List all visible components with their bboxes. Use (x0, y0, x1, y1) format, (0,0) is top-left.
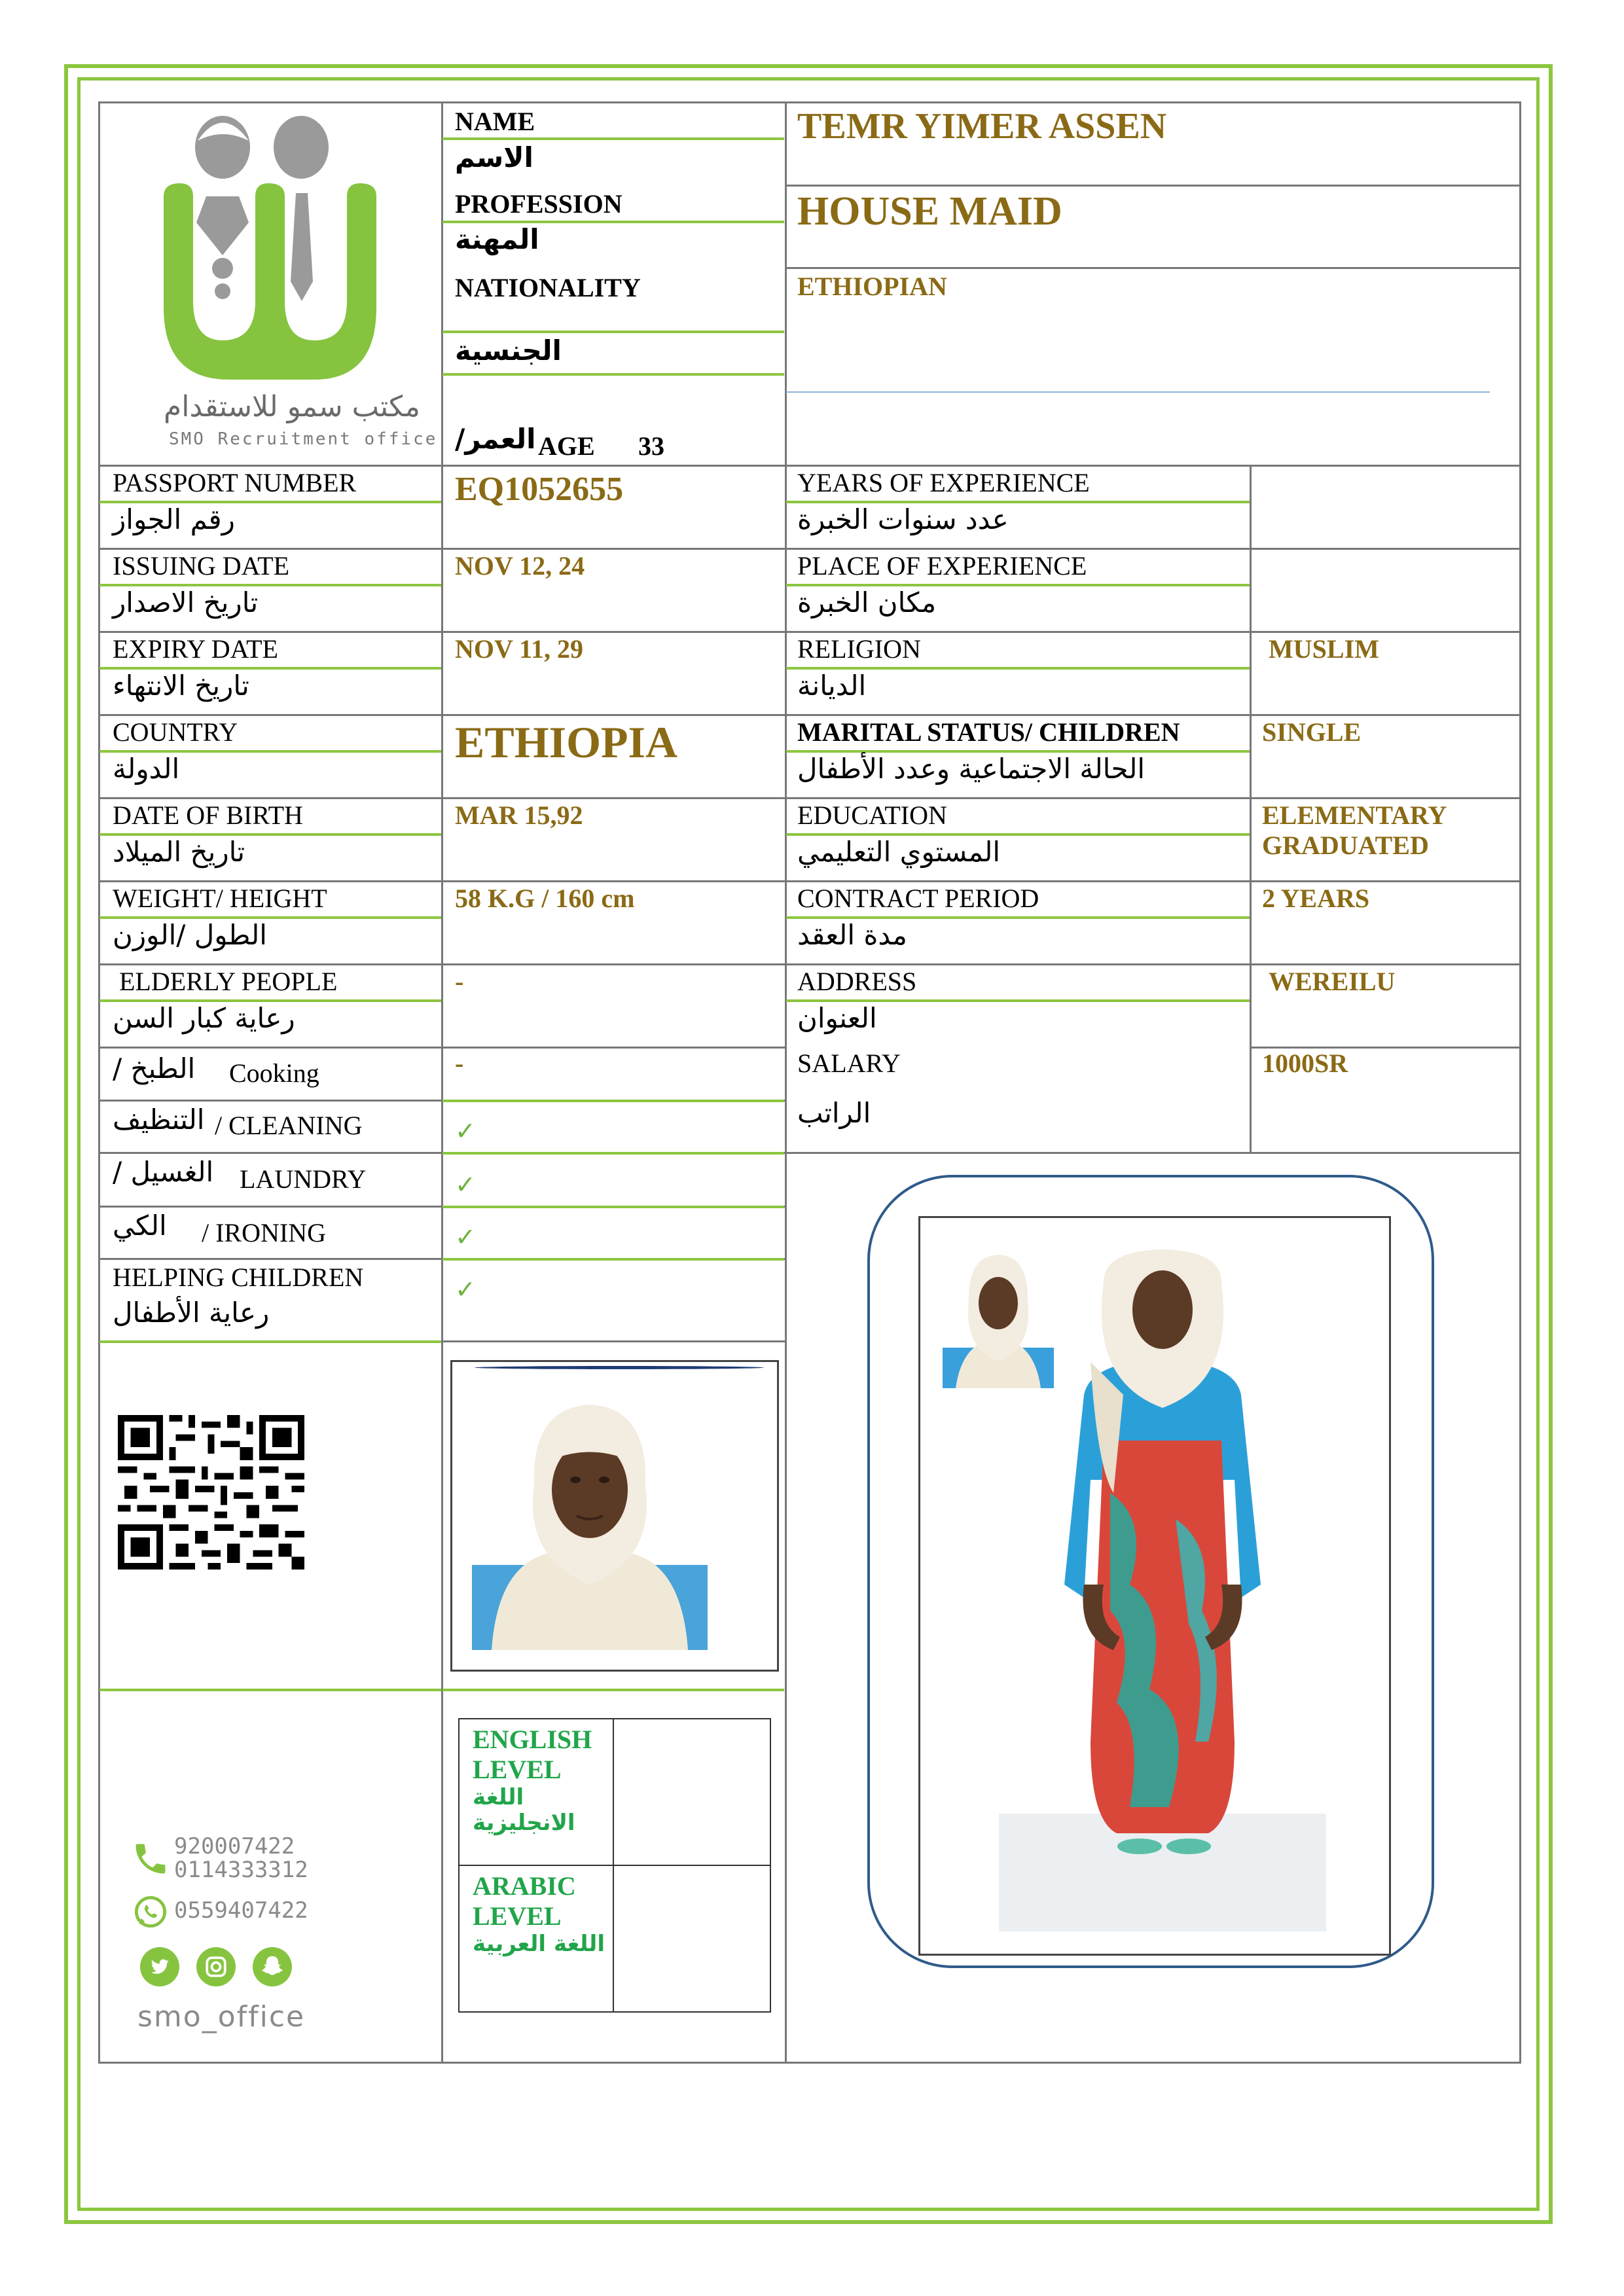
twitter-icon[interactable] (140, 1947, 179, 1986)
grid-row (98, 797, 1521, 799)
cooking-label: Cooking (229, 1058, 319, 1088)
grid-row (98, 1152, 1521, 1154)
issuing-label: ISSUING DATE (113, 551, 289, 581)
grid-col-2 (785, 101, 787, 2064)
issuing-label-ar: تاريخ الاصدار (113, 586, 259, 619)
name-value: TEMR YIMER ASSEN (797, 106, 1167, 147)
photo-edge (475, 1366, 764, 1369)
country-label-ar: الدولة (113, 753, 180, 785)
address-label: ADDRESS (797, 967, 917, 996)
logo-arabic-text: مكتب سمو للاستقدام (164, 390, 420, 423)
education-value-line-1: ELEMENTARY (1262, 800, 1447, 830)
instagram-icon[interactable] (196, 1947, 236, 1986)
green-rule (442, 1258, 784, 1261)
language-divider (460, 1865, 770, 1866)
english-level-line: ENGLISH (473, 1725, 592, 1754)
person-portrait-icon (472, 1388, 708, 1650)
children-check-icon: ✓ (455, 1276, 476, 1304)
arabic-level-line: اللغة العربية (473, 1931, 605, 1957)
profession-label: PROFESSION (455, 189, 623, 219)
nationality-value: ETHIOPIAN (797, 272, 947, 301)
education-value-line-2: GRADUATED (1262, 831, 1429, 860)
grid-col-1 (441, 101, 443, 2064)
green-rule (99, 1689, 441, 1691)
passport-label: PASSPORT NUMBER (113, 468, 357, 497)
age-label-ar: العمر/ (455, 423, 536, 455)
cooking-label-ar: الطبخ / (113, 1052, 196, 1085)
grid-row (98, 548, 1521, 550)
phone-icon (131, 1839, 170, 1878)
dob-label-ar: تاريخ الميلاد (113, 836, 245, 868)
grid-row (98, 880, 1521, 882)
logo-english-text: SMO Recruitment office (169, 429, 438, 449)
social-handle[interactable]: smo_office (137, 2000, 306, 2034)
grid-row (785, 267, 1521, 269)
phone-number-1[interactable]: 920007422 (174, 1833, 295, 1859)
expiry-label: EXPIRY DATE (113, 634, 278, 664)
whatsapp-icon (134, 1895, 168, 1929)
company-logo (151, 105, 438, 449)
marital-label: MARITAL STATUS/ CHILDREN (797, 717, 1180, 747)
grid-row (98, 631, 1521, 633)
address-label-ar: العنوان (797, 1002, 877, 1034)
green-rule (442, 331, 784, 333)
elderly-label: ELDERLY PEOPLE (119, 967, 338, 996)
marital-label-ar: الحالة الاجتماعية وعدد الأطفال (797, 753, 1146, 785)
ironing-label: / IRONING (202, 1218, 326, 1247)
english-level-line: اللغة (473, 1784, 524, 1810)
green-rule (442, 1152, 784, 1155)
contract-value: 2 YEARS (1262, 884, 1370, 913)
green-rule (442, 373, 784, 376)
religion-label-ar: الديانة (797, 670, 867, 702)
profession-value: HOUSE MAID (797, 189, 1062, 234)
marital-value: SINGLE (1262, 717, 1362, 747)
green-rule (442, 1206, 784, 1208)
grid-row (98, 714, 1521, 716)
arabic-level-line: ARABIC (473, 1871, 576, 1901)
place-label-ar: مكان الخبرة (797, 586, 937, 619)
education-label: EDUCATION (797, 800, 947, 830)
grid-row (98, 963, 1521, 965)
contract-label: CONTRACT PERIOD (797, 884, 1039, 913)
name-label: NAME (455, 107, 535, 136)
salary-value: 1000SR (1262, 1049, 1348, 1078)
laundry-label: LAUNDRY (240, 1164, 367, 1194)
arabic-level-line: LEVEL (473, 1901, 562, 1931)
expiry-value: NOV 11, 29 (455, 634, 583, 664)
expiry-label-ar: تاريخ الانتهاء (113, 670, 249, 702)
years-label-ar: عدد سنوات الخبرة (797, 503, 1009, 535)
whatsapp-number[interactable]: 0559407422 (174, 1897, 308, 1924)
english-level-label (473, 1725, 610, 1836)
education-label-ar: المستوي التعليمي (797, 836, 1001, 868)
issuing-value: NOV 12, 24 (455, 551, 585, 581)
name-label-ar: الاسم (455, 141, 533, 173)
nationality-label-ar: الجنسية (455, 334, 562, 367)
grid-row (98, 465, 1521, 467)
dob-label: DATE OF BIRTH (113, 800, 303, 830)
passport-label-ar: رقم الجواز (113, 503, 235, 535)
grid-row (98, 1047, 785, 1049)
salary-label-ar: الراتب (797, 1097, 871, 1129)
weight-value: 58 K.G / 160 cm (455, 884, 635, 913)
language-box (458, 1718, 771, 2013)
weight-label-ar: الطول /الوزن (113, 919, 267, 951)
english-level-line: الانجليزية (473, 1810, 575, 1837)
cleaning-label: / CLEANING (215, 1111, 363, 1140)
green-rule (442, 1100, 784, 1102)
full-body-photo (918, 1216, 1391, 1956)
qr-code (118, 1414, 304, 1571)
logo-figures-icon (151, 105, 399, 393)
green-rule (442, 137, 784, 140)
salary-label: SALARY (797, 1049, 901, 1078)
snapchat-icon[interactable] (253, 1947, 292, 1986)
dob-value: MAR 15,92 (455, 800, 583, 830)
country-label: COUNTRY (113, 717, 238, 747)
grid-row (785, 185, 1521, 187)
laundry-label-ar: الغسيل / (113, 1156, 214, 1188)
children-label-ar: رعاية الأطفال (113, 1297, 270, 1329)
cleaning-check-icon: ✓ (455, 1118, 476, 1145)
religion-value: MUSLIM (1269, 634, 1379, 664)
age-value: 33 (638, 431, 664, 461)
english-level-line: LEVEL (473, 1755, 562, 1784)
laundry-check-icon: ✓ (455, 1172, 476, 1199)
cleaning-label-ar: التنظيف (113, 1103, 205, 1136)
grid-col-3 (1250, 465, 1252, 1152)
arabic-level-label (473, 1871, 610, 1957)
children-label: HELPING CHILDREN (113, 1263, 364, 1292)
passport-photo (450, 1360, 779, 1672)
contact-block (131, 1826, 393, 2036)
address-value: WEREILU (1269, 967, 1396, 996)
ironing-label-ar: الكي (113, 1210, 167, 1242)
nationality-label: NATIONALITY (455, 273, 641, 302)
years-label: YEARS OF EXPERIENCE (797, 468, 1090, 497)
cooking-value: - (455, 1049, 464, 1078)
elderly-label-ar: رعاية كبار السن (113, 1002, 295, 1034)
green-rule (99, 1340, 441, 1343)
phone-number-2[interactable]: 0114333312 (174, 1857, 308, 1883)
place-label: PLACE OF EXPERIENCE (797, 551, 1087, 581)
age-label: AGE (538, 431, 595, 461)
religion-label: RELIGION (797, 634, 921, 664)
standing-person-icon (999, 1244, 1326, 1938)
weight-label: WEIGHT/ HEIGHT (113, 884, 327, 913)
profession-label-ar: المهنة (455, 223, 539, 255)
contract-label-ar: مدة العقد (797, 919, 907, 951)
elderly-value: - (455, 967, 464, 996)
blue-rule (786, 391, 1490, 393)
passport-value: EQ1052655 (455, 471, 624, 508)
green-rule (442, 1689, 784, 1691)
country-value: ETHIOPIA (455, 717, 678, 767)
ironing-check-icon: ✓ (455, 1224, 476, 1251)
